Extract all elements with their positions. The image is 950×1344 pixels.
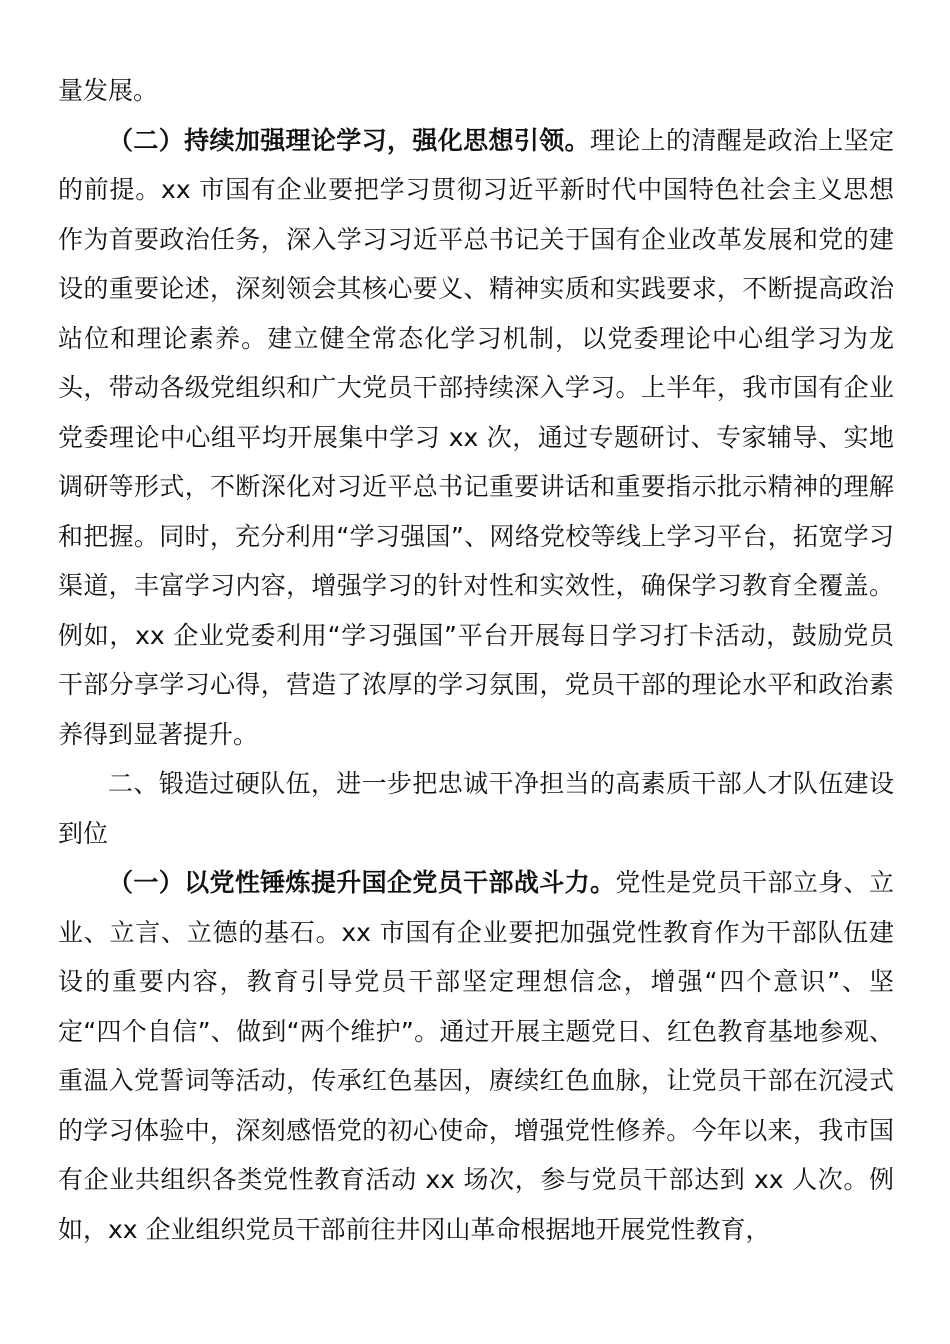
paragraph-text: 理论上的清醒是政治上坚定的前提。xx 市国有企业要把学习贯彻习近平新时代中国特色社会主义思想作为首要政治任务，深入学习习近平总书记关于国有企业改革发展和党的建设的重要论述，深刻领会其核心要义、精神实质和实践要求，不断提高政治站位和理论素养。建立健全常态化学习机制，以党委理论中心组学习为龙头，带动各级党组织和广大党员干部持续深入学习。上半年，我市国有企业党委理论中心组平均开展集中学习 xx 次，通过专题研讨、专家辅导、实地调研等形式，不断深化对习近平总书记重要讲话和重要指示批示精神的理解和把握。同时，充分利用“学习强国”、网络党校等线上学习平台，拓宽学习渠道，丰富学习内容，增强学习的针对性和实效性，确保学习教育全覆盖。例如，xx 企业党委利用“学习强国”平台开展每日学习打卡活动，鼓励党员干部分享学习心得，营造了浓厚的学习氛围，党员干部的理论水平和政治素养得到显著提升。: [58, 125, 894, 749]
section-heading: [58, 759, 894, 858]
paragraph-text: 党性是党员干部立身、立业、立言、立德的基石。xx 市国有企业要把加强党性教育作为干部队伍建设的重要内容，教育引导党员干部坚定理想信念，增强“四个意识”、坚定“四个自信”、做到“两个维护”。通过开展主题党日、红色教育基地参观、重温入党誓词等活动，传承红色基因，赓续红色血脉，让党员干部在沉浸式的学习体验中，深刻感悟党的初心使命，增强党性修养。今年以来，我市国有企业共组织各类党性教育活动 xx 场次，参与党员干部达到 xx 人次。例如，xx 企业组织党员干部前往井冈山革命根据地开展党性教育，: [58, 868, 894, 1244]
document-body: [58, 66, 894, 1254]
paragraph-theory-study: [58, 116, 894, 760]
section-heading-text: 二、锻造过硬队伍，进一步把忠诚干净担当的高素质干部人才队伍建设到位: [58, 769, 894, 848]
paragraph-text: 量发展。: [58, 76, 159, 105]
paragraph-party-spirit: [58, 858, 894, 1254]
paragraph-heading: （二）持续加强理论学习，强化思想引领。: [108, 125, 590, 155]
paragraph-heading: （一）以党性锤炼提升国企党员干部战斗力。: [108, 868, 616, 897]
paragraph-continuation: [58, 66, 894, 116]
